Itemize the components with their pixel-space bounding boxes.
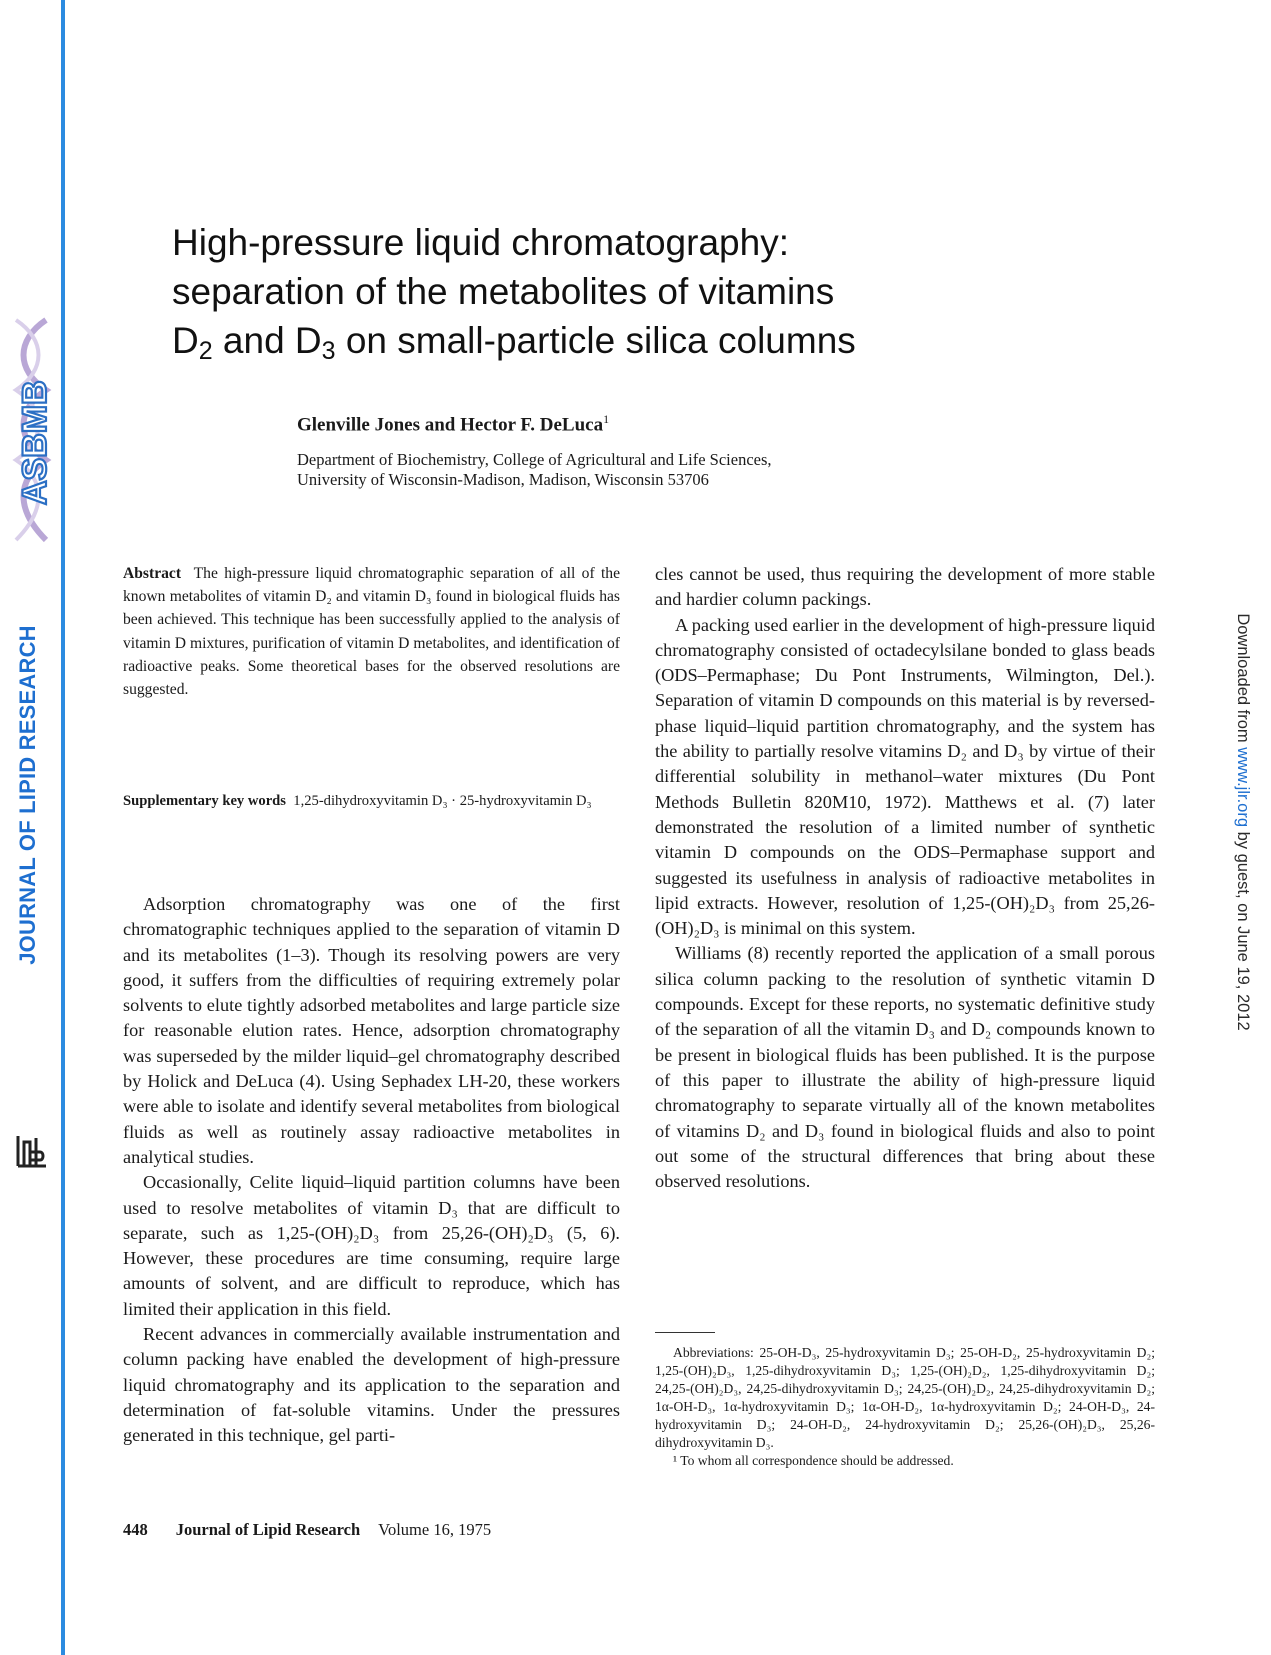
download-prefix: Downloaded from: [1234, 613, 1252, 748]
title-line-3: $D_2$ and $D_3$ on small-particle silica columns: [172, 320, 856, 365]
jlr-monogram-icon: [14, 1130, 50, 1170]
volume-info: Volume 16, 1975: [378, 1520, 492, 1539]
download-notice: [1228, 612, 1252, 1032]
paragraph: Recent advances in commercially available instrumentation and column packing have enabled the development of high-pressure liquid chromatography and its application to the separation and determination of fat-soluble vitamins. Under the pressures generated in this technique, gel parti-: [123, 1324, 620, 1446]
supplementary-keywords: [123, 790, 620, 812]
authors: Glenville Jones and Hector F. DeLuca$^1$: [297, 412, 610, 436]
correspondence-footnote: ¹ To whom all correspondence should be addressed.: [673, 1453, 954, 1468]
abstract-label: Abstract: [123, 565, 182, 582]
footnote-divider: [655, 1332, 715, 1333]
asbmb-logo-text: ASBMB: [16, 380, 54, 505]
paragraph: A packing used earlier in the development of high-pressure liquid chromatography consisted of octadecylsilane bonded to glass beads (ODS–Permaphase; Du Pont Instruments, Wilmington, Del.). Separation of vitamin D compounds on this material is by reversed-phase liquid–liquid partition chromatography, and the system has the ability to partially resolve vitamins D₂ and D₃ by virtue of their differential solubility in methanol–water mixtures (Du Pont Methods Bulletin 820M10, 1972). Matthews et al. (7) later demonstrated the resolution of a limited number of synthetic vitamin D compounds on the ODS–Permaphase support and suggested its usefulness in analysis of radioactive metabolites in lipid extracts. However, resolution of 1,25-(OH)₂D₃ from 25,26-(OH)₂D₃ is minimal on this system.: [655, 614, 1155, 939]
body-right-column: [655, 562, 1155, 1194]
left-margin-bar: [61, 0, 65, 1655]
page-footer: [123, 1520, 491, 1540]
affiliation-line-1: Department of Biochemistry, College of Agricultural and Life Sciences,: [297, 450, 772, 469]
footnotes: [655, 1344, 1155, 1470]
keywords-text: 1,25-dihydroxyvitamin D₃ · 25-hydroxyvitamin D₃: [293, 793, 592, 809]
jlr-link[interactable]: www.jlr.org: [1234, 747, 1252, 828]
journal-name: Journal of Lipid Research: [175, 1520, 361, 1539]
abbreviations-footnote: Abbreviations: 25-OH-D₃, 25-hydroxyvitamin D₃; 25-OH-D₂, 25-hydroxyvitamin D₂; 1,25-(OH)₂D₃, 1,25-dihydroxyvitamin D₃; 1,25-(OH)₂D₂, 1,25-dihydroxyvitamin D₂; 24,25-(OH)₂D₃, 24,25-dihydroxyvitamin D₃; 24,25-(OH)₂D₂, 24,25-dihydroxyvitamin D₂; 1α-OH-D₃, 1α-hydroxyvitamin D₃; 1α-OH-D₂, 1α-hydroxyvitamin D₂; 24-OH-D₃, 24-hydroxyvitamin D₃; 24-OH-D₂, 24-hydroxyvitamin D₂; 25,26-(OH)₂D₃, 25,26-dihydroxyvitamin D₃.: [655, 1345, 1155, 1450]
abstract: [123, 562, 620, 701]
page-number: 448: [123, 1520, 148, 1539]
asbmb-logo: [6, 300, 56, 560]
title-line-2: separation of the metabolites of vitamins: [172, 271, 835, 312]
abstract-text: The high-pressure liquid chromatographic separation of all of the known metabolites of vitamin D₂ and vitamin D₃ found in biological fluids has been achieved. This technique has been successfully applied to the analysis of vitamin D mixtures, purification of vitamin D metabolites, and identification of radioactive peaks. Some theoretical bases for the observed resolutions are suggested.: [123, 565, 620, 699]
keywords-label: Supplementary key words: [123, 793, 286, 809]
paragraph: Adsorption chromatography was one of the first chromatographic techniques applied to the separation of vitamin D and its metabolites (1–3). Though its resolving powers are very good, it suffers from the difficulties of requiring extremely polar solvents to elute tightly adsorbed metabolites and large particle size for reasonable elution rates. Hence, adsorption chromatography was superseded by the milder liquid–gel chromatography described by Holick and DeLuca (4). Using Sephadex LH-20, these workers were able to isolate and identify several metabolites from biological fluids as well as routinely assay radioactive metabolites in analytical studies.: [123, 894, 620, 1167]
download-suffix: by guest, on June 19, 2012: [1234, 827, 1252, 1031]
body-left-column: [123, 892, 620, 1449]
paragraph: cles cannot be used, thus requiring the development of more stable and hardier column packings.: [655, 564, 1155, 610]
article-title: [172, 218, 1072, 365]
affiliation-line-2: University of Wisconsin-Madison, Madison, Wisconsin 53706: [297, 470, 709, 489]
paragraph: Williams (8) recently reported the application of a small porous silica column packing to the resolution of synthetic vitamin D compounds. Except for these reports, no systematic definitive study of the separation of all the vitamin D₃ and D₂ compounds known to be present in biological fluids has been published. It is the purpose of this paper to illustrate the ability of high-pressure liquid chromatography to separate virtually all of the known metabolites of vitamins D₂ and D₃ found in biological fluids and also to point out some of the structural differences that bring about these observed resolutions.: [655, 943, 1155, 1192]
affiliation: [297, 450, 772, 490]
title-line-1: High-pressure liquid chromatography:: [172, 222, 789, 263]
paragraph: Occasionally, Celite liquid–liquid partition columns have been used to resolve metabolites of vitamin D₃ that are difficult to separate, such as 1,25-(OH)₂D₃ from 25,26-(OH)₂D₃ (5, 6). However, these procedures are time consuming, require large amounts of solvent, and are difficult to reproduce, which has limited their application in this field.: [123, 1172, 620, 1319]
journal-name-vertical: JOURNAL OF LIPID RESEARCH: [15, 625, 40, 965]
